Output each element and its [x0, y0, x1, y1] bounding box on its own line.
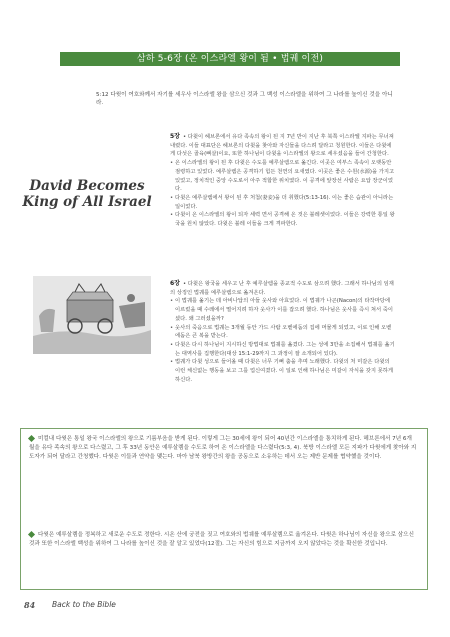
chapter-6-intro-text: • 다윗은 왕국을 세우고 난 후 예루살렘을 종교적 수도로 삼으려 했다. 그래서 하나님의 임재의 상징인 법궤를 예루살렘으로 옮겨온다. — [170, 281, 394, 296]
book-title: Back to the Bible — [52, 600, 116, 609]
list-item: • 다윗은 다시 하나님이 지시하신 방법대로 법궤를 옮겼다. 그는 성에 3만을 소집해서 법궤를 옮기는 대역사를 집행한다(대상 15:1-29까지 그 과정이 잘 소개되어 있다). — [170, 341, 395, 358]
chapter-5-bullets — [170, 159, 395, 229]
ark-procession-illustration — [33, 276, 151, 354]
list-item: • 온 이스라엘의 왕이 된 후 다윗은 수도를 예루살렘으로 옮긴다. 이곳은 여부스 족속이 오랫동안 점령하고 있었다. 예루살렘은 공격하기 힘든 천연의 요새였다. 이곳은 좋은 수원(水源)을 가지고 있었고, 정치적인 중앙 수도로서 아주 적합한 위치였다. 이 공격에 앞장선 사람은 요압 장군이었다. — [170, 159, 395, 194]
section-title — [22, 178, 152, 210]
chapter-6-label: 6장 — [170, 280, 180, 287]
chapter-header-title: 삼하 5-6장 (온 이스라엘 왕이 됨 • 법궤 이전) — [136, 54, 324, 64]
list-item: • 다윗은 예루살렘에서 왕이 된 후 처첩(妻妾)을 더 취했다(5:13-16). 이는 좋은 습관이 아니라는 일이었다. — [170, 194, 395, 211]
commentary-note — [29, 435, 417, 463]
list-item: • 웃사의 죽음으로 법궤는 3개월 동안 가드 사람 오벧에돔의 집에 머물게 되었고, 이로 인해 오벧에돔은 큰 복을 받는다. — [170, 324, 395, 341]
commentary-box — [20, 428, 428, 590]
chapter-5-intro — [170, 133, 395, 159]
chapter-6-column — [170, 280, 395, 384]
commentary-note — [29, 531, 417, 549]
section-title-line-1: David Becomes — [29, 178, 145, 194]
list-item: • 이 법궤를 옮기는 데 아비나답의 아들 웃사와 아효었다. 이 법궤가 나곤(Nacon)의 타작마당에 이르렀을 때 수레에서 떨어지려 하자 웃사가 이를 잡으려 했다. 하나님은 웃사를 즉시 쳐서 죽이셨다. 왜 그러셨을까? — [170, 297, 395, 323]
section-title-line-2: King of All Israel — [22, 194, 152, 210]
diamond-bullet-icon — [28, 435, 35, 442]
chapter-header-bar — [60, 52, 400, 66]
chapter-5-intro-text: • 다윗이 헤브론에서 유다 족속의 왕이 된 지 7년 반이 지난 후 북쪽 이스라엘 지파는 무너져 내렸다. 이들 대표단은 헤브론의 다윗을 찾아와 자신들을 다스려 달라고 청원한다. 이들은 다윗에게 다섯은 골육(뼈살)이요, 또한 하나님이 다윗을 이스라엘의 왕으로 세우셨음을 들어 간청한다. — [170, 134, 394, 158]
commentary-note-text: 미컬내 다윗은 통일 왕국 이스라엘의 왕으로 기름부음을 받게 된다. 이렇게 그는 30세에 왕이 되어 40년간 이스라엘을 통치하게 된다. 헤브론에서 7년 6개월을 유다 족속의 왕으로 다스렸고, 그 후 33년 동안은 예루살렘을 수도로 하여 온 이스라엘을 다스렸다(5:3, 4). 북방 이스라엘 모든 지파가 다윗에게 찾아와 지도자가 되어 달라고 간청했다. 다윗은 이들과 연약을 맺는다. 마아 남북 왕방간의 왕을 공동으로 소유하는 데서 오는 제반 문제를 협약했을 것이다. — [29, 436, 417, 461]
commentary-note-text: 다윗은 예루살렘을 정복하고 새로운 수도로 정한다. 시온 산에 궁전을 짓고 여호와의 법궤를 예루살렘으로 옮겨온다. 다윗은 하나님이 자신을 왕으로 삼으신 것과 또한 이스라엘 백성을 위하여 그 나라를 높이신 것을 잘 알고 있었다(12절). 그는 자신의 힘으로 지금까지 오지 않았다는 것을 확신한 것입니다. — [29, 532, 414, 548]
chapter-6-bullets — [170, 297, 395, 384]
chapter-5-column — [170, 133, 395, 229]
list-item: • 다윗이 온 이스라엘의 왕이 되자 세력 면서 공격해 온 것은 블레셋이었다. 이들은 강력한 통일 왕국을 원치 않았다. 다윗은 블레 이들을 크게 격파한다. — [170, 211, 395, 228]
diamond-bullet-icon — [28, 531, 35, 538]
key-verse: 5:12 다윗이 여호와께서 자기를 세우사 이스라엘 왕을 삼으신 것과 그 백성 이스라엘을 위하여 그 나라를 높이신 것을 아니라. — [96, 92, 393, 106]
chapter-6-intro — [170, 280, 395, 297]
chapter-5-label: 5장 — [170, 133, 180, 140]
list-item: • 법궤가 다윗 성으로 들어올 때 다윗은 너무 기뻐 춤을 추며 노래했다. 다윗의 처 미갈은 다윗의 이런 체신없는 행동을 보고 그를 업신여겼다. 이 일로 인해 하나님은 미갈이 자식을 갖지 못하게 하신다. — [170, 358, 395, 384]
page-number: 84 — [24, 600, 36, 610]
